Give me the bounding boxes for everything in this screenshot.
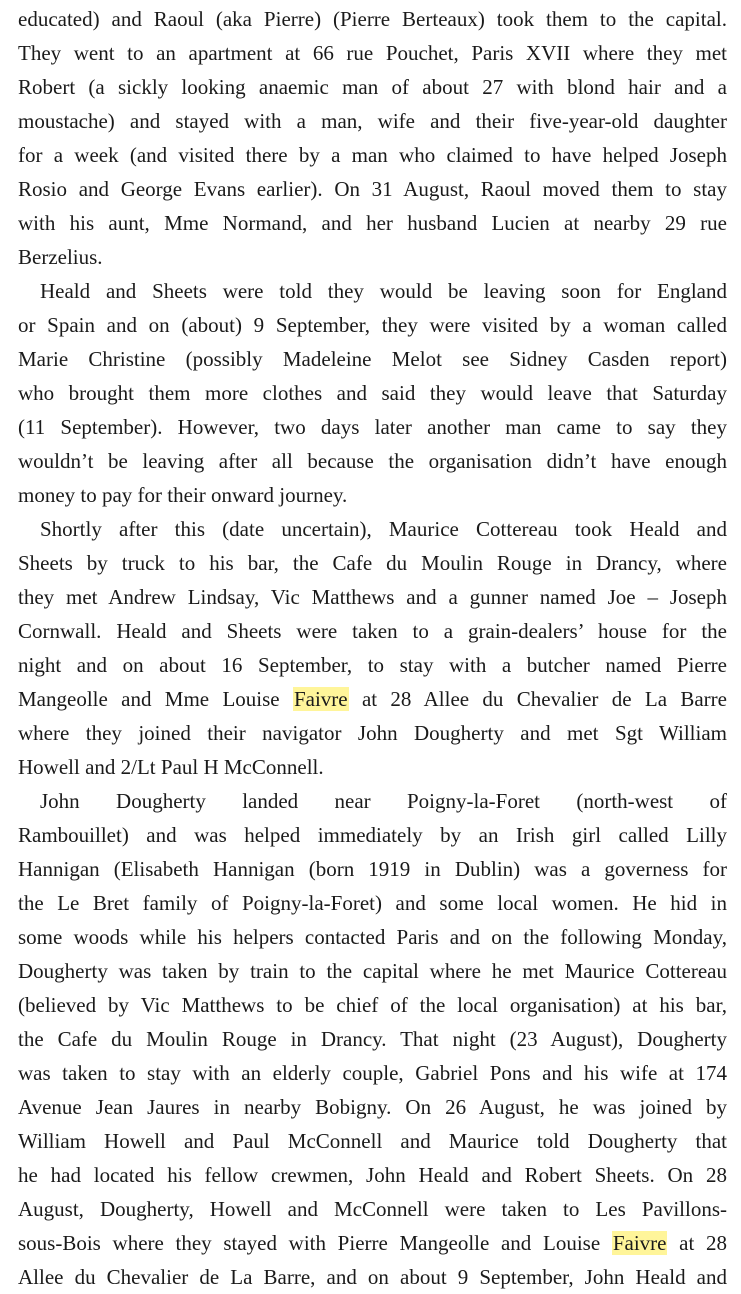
text-segment: the Le Bret family of Poigny-la-Foret) and some local women. He hid in xyxy=(18,891,727,915)
text-line xyxy=(18,308,727,342)
text-segment: Rosio and George Evans earlier). On 31 August, Raoul moved them to stay xyxy=(18,177,727,201)
text-line xyxy=(18,818,727,852)
text-segment: Marie Christine (possibly Madeleine Melot see Sidney Casden report) xyxy=(18,347,727,371)
text-line xyxy=(18,682,727,716)
text-segment: the Cafe du Moulin Rouge in Drancy. That night (23 August), Dougherty xyxy=(18,1027,727,1051)
text-line xyxy=(18,206,727,240)
text-segment: Cornwall. Heald and Sheets were taken to a grain-dealers’ house for the xyxy=(18,619,727,643)
text-segment: Sheets by truck to his bar, the Cafe du Moulin Rouge in Drancy, where xyxy=(18,551,727,575)
text-line xyxy=(18,1226,727,1260)
text-line xyxy=(18,410,727,444)
text-segment: Mangeolle and Mme Louise xyxy=(18,687,293,711)
text-line xyxy=(18,2,727,36)
paragraph xyxy=(18,512,727,784)
text-segment: some woods while his helpers contacted Paris and on the following Monday, xyxy=(18,925,727,949)
text-line xyxy=(18,886,727,920)
text-segment: moustache) and stayed with a man, wife and their five-year-old daughter xyxy=(18,109,727,133)
text-segment: money to pay for their onward journey. xyxy=(18,483,348,507)
text-line xyxy=(18,104,727,138)
text-line xyxy=(18,546,727,580)
text-line xyxy=(18,1192,727,1226)
text-line xyxy=(18,614,727,648)
text-line xyxy=(18,1056,727,1090)
text-segment: Berzelius. xyxy=(18,245,103,269)
highlighted-term: Faivre xyxy=(612,1231,667,1255)
text-segment: educated) and Raoul (aka Pierre) (Pierre Berteaux) took them to the capital. xyxy=(18,7,727,31)
text-line xyxy=(18,138,727,172)
text-line xyxy=(18,512,727,546)
text-line xyxy=(18,478,727,512)
text-line xyxy=(18,1124,727,1158)
text-segment: at 28 Allee du Chevalier de La Barre xyxy=(348,687,727,711)
text-segment: John Dougherty landed near Poigny-la-Foret (north-west of xyxy=(40,789,727,813)
text-line xyxy=(18,1090,727,1124)
text-line xyxy=(18,954,727,988)
text-segment: Avenue Jean Jaures in nearby Bobigny. On 26 August, he was joined by xyxy=(18,1095,727,1119)
text-segment: Heald and Sheets were told they would be leaving soon for England xyxy=(40,279,727,303)
text-segment: (believed by Vic Matthews to be chief of the local organisation) at his bar, xyxy=(18,993,727,1017)
text-line xyxy=(18,36,727,70)
text-segment: Robert (a sickly looking anaemic man of about 27 with blond hair and a xyxy=(18,75,727,99)
text-segment: sous-Bois where they stayed with Pierre Mangeolle and Louise xyxy=(18,1231,612,1255)
paragraph xyxy=(18,784,727,1294)
text-segment: or Spain and on (about) 9 September, they were visited by a woman called xyxy=(18,313,727,337)
text-line xyxy=(18,1022,727,1056)
text-segment: William Howell and Paul McConnell and Maurice told Dougherty that xyxy=(18,1129,727,1153)
text-segment: (11 September). However, two days later another man came to say they xyxy=(18,415,727,439)
text-line xyxy=(18,172,727,206)
text-segment: for a week (and visited there by a man who claimed to have helped Joseph xyxy=(18,143,727,167)
text-segment: August, Dougherty, Howell and McConnell were taken to Les Pavillons- xyxy=(18,1197,727,1221)
paragraph xyxy=(18,274,727,512)
text-segment: who brought them more clothes and said they would leave that Saturday xyxy=(18,381,727,405)
text-line xyxy=(18,70,727,104)
text-segment: night and on about 16 September, to stay with a butcher named Pierre xyxy=(18,653,727,677)
text-line xyxy=(18,342,727,376)
text-segment: Shortly after this (date uncertain), Maurice Cottereau took Heald and xyxy=(40,517,727,541)
text-body xyxy=(18,2,727,1294)
text-segment: they met Andrew Lindsay, Vic Matthews and a gunner named Joe – Joseph xyxy=(18,585,727,609)
text-segment: Hannigan (Elisabeth Hannigan (born 1919 in Dublin) was a governess for xyxy=(18,857,727,881)
text-line xyxy=(18,648,727,682)
text-line xyxy=(18,716,727,750)
text-line xyxy=(18,1260,727,1294)
text-segment: wouldn’t be leaving after all because the organisation didn’t have enough xyxy=(18,449,727,473)
text-segment: Rambouillet) and was helped immediately by an Irish girl called Lilly xyxy=(18,823,727,847)
text-segment: They went to an apartment at 66 rue Pouchet, Paris XVII where they met xyxy=(18,41,727,65)
text-line xyxy=(18,920,727,954)
text-line xyxy=(18,750,727,784)
text-line xyxy=(18,988,727,1022)
text-segment: was taken to stay with an elderly couple, Gabriel Pons and his wife at 174 xyxy=(18,1061,727,1085)
text-line xyxy=(18,1158,727,1192)
paragraph xyxy=(18,2,727,274)
text-segment: he had located his fellow crewmen, John Heald and Robert Sheets. On 28 xyxy=(18,1163,727,1187)
text-line xyxy=(18,444,727,478)
text-segment: where they joined their navigator John Dougherty and met Sgt William xyxy=(18,721,727,745)
text-line xyxy=(18,240,727,274)
text-segment: with his aunt, Mme Normand, and her husband Lucien at nearby 29 rue xyxy=(18,211,727,235)
text-segment: Allee du Chevalier de La Barre, and on about 9 September, John Heald and xyxy=(18,1265,727,1289)
text-line xyxy=(18,376,727,410)
text-segment: at 28 xyxy=(667,1231,727,1255)
text-line xyxy=(18,580,727,614)
text-segment: Howell and 2/Lt Paul H McConnell. xyxy=(18,755,324,779)
text-line xyxy=(18,274,727,308)
text-line xyxy=(18,852,727,886)
highlighted-term: Faivre xyxy=(293,687,348,711)
text-segment: Dougherty was taken by train to the capital where he met Maurice Cottereau xyxy=(18,959,727,983)
text-line xyxy=(18,784,727,818)
